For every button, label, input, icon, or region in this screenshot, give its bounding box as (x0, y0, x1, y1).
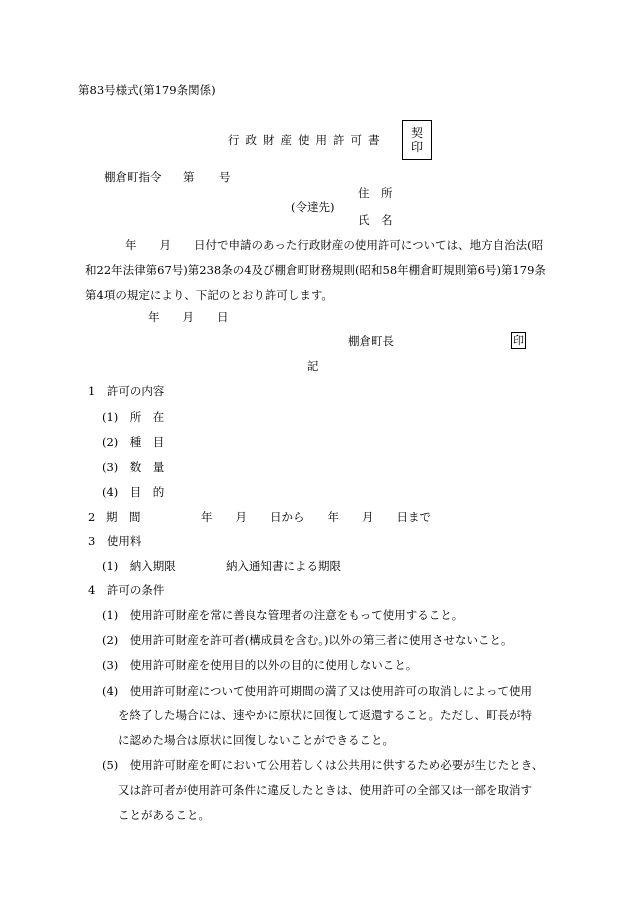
ref-org: 棚倉町指令 (104, 170, 162, 184)
section-3-item-label: (1) 納入期限 (102, 559, 176, 573)
condition-4-line-1: (4) 使用許可財産について使用許可期間の満了又は使用許可の取消しによって使用 (102, 684, 533, 698)
contract-stamp-char-1: 契 (410, 126, 423, 140)
ref-dai: 第 (183, 170, 195, 184)
ref-go: 号 (219, 170, 231, 184)
condition-4-line-2: を終了した場合には、速やかに原状に回復して返還すること。ただし、町長が特 (118, 708, 532, 722)
section-2-period: 年 月 日から 年 月 日まで (201, 510, 431, 524)
section-1-item-purpose: (4) 目 的 (102, 485, 165, 499)
section-1-item-category: (2) 種 目 (102, 435, 165, 449)
name-label: 氏 名 (358, 213, 393, 227)
address-label: 住 所 (358, 186, 393, 200)
mayor-seal-box (511, 332, 526, 349)
body-line-2: 和22年法律第67号)第238条の4及び棚倉町財務規則(昭和58年棚倉町規則第6号)第179条 (85, 263, 546, 277)
section-2-label: 期 間 (106, 510, 141, 524)
condition-4-line-3: に認めた場合は原状に回復しないことができること。 (118, 733, 394, 747)
section-4-heading: 4 許可の条件 (88, 583, 165, 597)
ki-label: 記 (307, 359, 319, 373)
condition-5-line-1: (5) 使用許可財産を町において公用若しくは公共用に供するため必要が生じたとき、 (102, 758, 544, 772)
form-number: 第83号様式(第179条関係) (78, 83, 216, 97)
body-line-3: 第4項の規定により、下記のとおり許可します。 (85, 288, 333, 302)
mayor-seal-char: 印 (513, 334, 524, 347)
document-title: 行政財産使用許可書 (228, 133, 386, 147)
section-2-num: 2 (88, 510, 96, 524)
body-line-1: 年 月 日付で申請のあった行政財産の使用許可については、地方自治法(昭 (125, 238, 544, 252)
condition-5-line-2: 又は許可者が使用許可条件に違反したときは、使用許可の全部又は一部を取消す (118, 783, 532, 797)
section-1-heading: 1 許可の内容 (88, 384, 165, 398)
condition-3: (3) 使用許可財産を使用目的以外の目的に使用しないこと。 (102, 658, 418, 672)
section-3-heading: 3 使用料 (88, 534, 142, 548)
issue-date: 年 月 日 (148, 310, 229, 324)
section-1-item-location: (1) 所 在 (102, 410, 165, 424)
condition-2: (2) 使用許可財産を許可者(構成員を含む。)以外の第三者に使用させないこと。 (102, 633, 513, 647)
contract-stamp-box (402, 120, 432, 160)
contract-stamp-char-2: 印 (410, 140, 423, 154)
mayor-label: 棚倉町長 (348, 334, 394, 348)
recipient-label: (令達先) (291, 200, 335, 214)
section-3-item-value: 納入通知書による期限 (226, 559, 341, 573)
condition-5-line-3: ことがあること。 (118, 808, 210, 822)
condition-1: (1) 使用許可財産を常に善良な管理者の注意をもって使用すること。 (102, 608, 464, 622)
section-1-item-quantity: (3) 数 量 (102, 460, 165, 474)
